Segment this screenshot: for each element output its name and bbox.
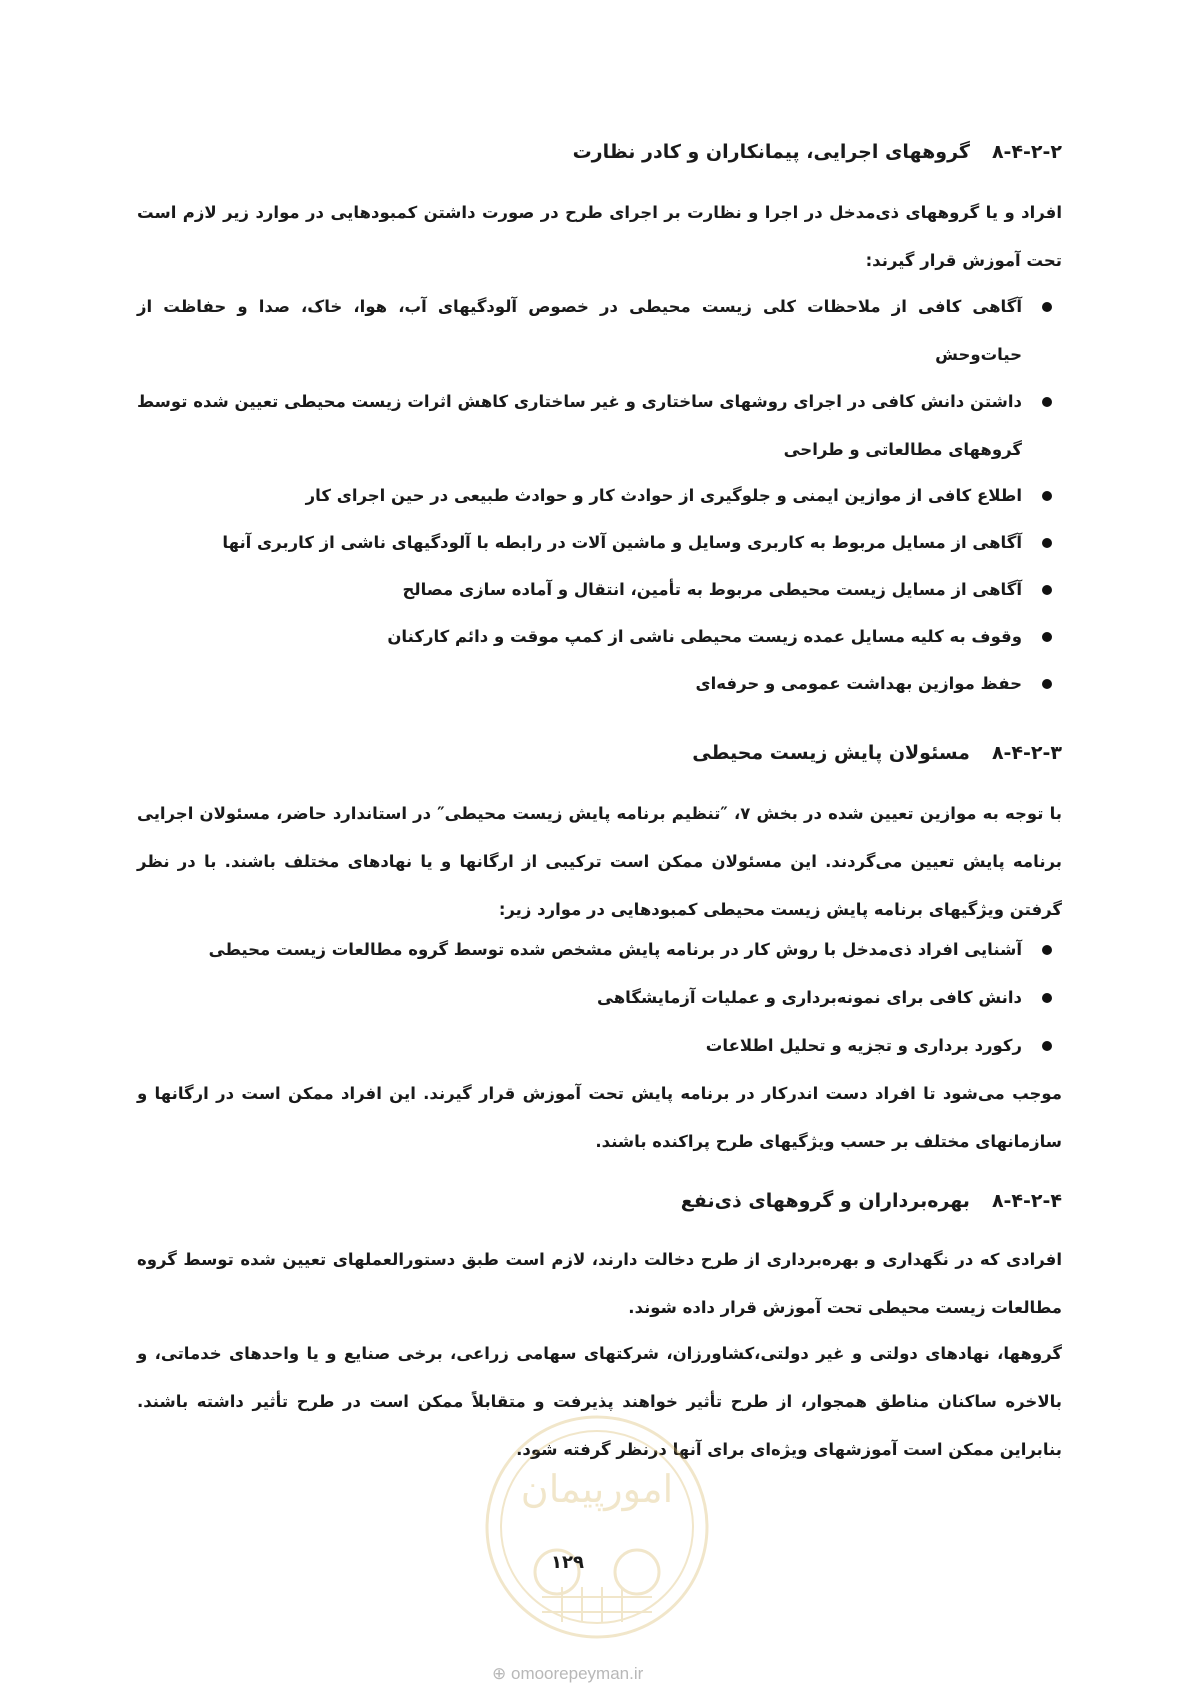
section-paragraph: گروهها، نهادهای دولتی و غیر دولتی،کشاورزان، شرکتهای سهامی زراعی، برخی صنایع و یا واحدهای خدماتی، و بالاخره ساکنان مناطق همجوار، از طرح تأثیر خواهند پذیرفت و متقابلاً ممکن است در طرح تأثیر داشته باشند. بنابراین ممکن است آموزشهای ویژه‌ای برای آنها درنظر گرفته شود.: [137, 1344, 1062, 1459]
bullet-item: [137, 926, 1062, 974]
bullet-icon: [1042, 1041, 1052, 1051]
section-intro: افراد و یا گروههای ذی‌مدخل در اجرا و نظارت بر اجرای طرح در صورت داشتن کمبودهایی در موارد زیر لازم است تحت آموزش قرار گیرند:: [137, 203, 1062, 270]
section-number: ۸-۴-۲-۴: [991, 1190, 1062, 1212]
bullet-text: آگاهی کافی از ملاحظات کلی زیست محیطی در خصوص آلودگیهای آب، هوا، خاک، صدا و حفاظت از حیات‌وحش: [137, 297, 1022, 364]
bullet-text: حفظ موازین بهداشت عمومی و حرفه‌ای: [695, 674, 1022, 693]
bullet-item: [137, 660, 1062, 708]
bullet-item: [137, 566, 1062, 614]
bullet-text: وقوف به کلیه مسایل عمده زیست محیطی ناشی از کمپ موقت و دائم کارکنان: [387, 627, 1022, 646]
bullet-item: [137, 1022, 1062, 1070]
watermark-logo: [482, 1412, 712, 1642]
bullet-icon: [1042, 397, 1052, 407]
bullet-item: [137, 472, 1062, 520]
bullet-icon: [1042, 302, 1052, 312]
bullet-text: آشنایی افراد ذی‌مدخل با روش کار در برنامه پایش مشخص شده توسط گروه مطالعات زیست محیطی: [208, 940, 1022, 959]
bullet-item: [137, 378, 1062, 474]
bullet-item: [137, 519, 1062, 567]
bullet-icon: [1042, 945, 1052, 955]
bullet-item: [137, 613, 1062, 661]
section-title: گروههای اجرایی، پیمانکاران و کادر نظارت: [572, 141, 970, 163]
section-number: ۸-۴-۲-۲: [991, 141, 1062, 163]
section-heading: [681, 1190, 1062, 1212]
bullet-text: رکورد برداری و تجزیه و تحلیل اطلاعات: [705, 1036, 1022, 1055]
watermark-url: [492, 1664, 643, 1684]
section-title: بهره‌برداران و گروههای ذی‌نفع: [680, 1190, 970, 1212]
section-intro: با توجه به موازین تعیین شده در بخش ۷، ″تنظیم برنامه پایش زیست محیطی″ در استاندارد حاضر، مسئولان اجرایی برنامه پایش تعیین می‌گردند. این مسئولان ممکن است ترکیبی از ارگانها و یا نهادهای مختلف باشند. با در نظر گرفتن ویژگیهای برنامه پایش زیست محیطی کمبودهایی در موارد زیر:: [137, 804, 1062, 919]
bullet-text: دانش کافی برای نمونه‌برداری و عملیات آزمایشگاهی: [597, 988, 1022, 1007]
section-heading: [692, 742, 1062, 764]
bullet-item: [137, 283, 1062, 379]
globe-icon: ⊕: [492, 1664, 507, 1683]
section-title: مسئولان پایش زیست محیطی: [692, 742, 970, 764]
section-closing: موجب می‌شود تا افراد دست اندرکار در برنامه پایش تحت آموزش قرار گیرند. این افراد ممکن است در ارگانها و سازمانهای مختلف بر حسب ویژگیهای طرح پراکنده باشند.: [137, 1084, 1062, 1151]
bullet-icon: [1042, 632, 1052, 642]
watermark-logo-text: امورپیمان: [520, 1467, 674, 1511]
bullet-icon: [1042, 993, 1052, 1003]
bullet-icon: [1042, 679, 1052, 689]
section-heading: [573, 141, 1062, 163]
bullet-icon: [1042, 538, 1052, 548]
bullet-text: داشتن دانش کافی در اجرای روشهای ساختاری و غیر ساختاری کاهش اثرات زیست محیطی تعیین شده توسط گروههای مطالعاتی و طراحی: [137, 392, 1022, 459]
bullet-text: اطلاع کافی از موازین ایمنی و جلوگیری از حوادث کار و حوادث طبیعی در حین اجرای کار: [305, 486, 1022, 505]
bullet-text: آگاهی از مسایل زیست محیطی مربوط به تأمین، انتقال و آماده سازی مصالح: [402, 580, 1022, 599]
page-number: ۱۲۹: [551, 1552, 584, 1573]
bullet-text: آگاهی از مسایل مربوط به کاربری وسایل و ماشین آلات در رابطه با آلودگیهای ناشی از کاربری آنها: [222, 533, 1022, 552]
bullet-icon: [1042, 491, 1052, 501]
section-number: ۸-۴-۲-۳: [991, 742, 1062, 764]
section-paragraph: افرادی که در نگهداری و بهره‌برداری از طرح دخالت دارند، لازم است طبق دستورالعملهای تعیین شده توسط گروه مطالعات زیست محیطی تحت آموزش قرار داده شوند.: [137, 1250, 1062, 1317]
bullet-item: [137, 974, 1062, 1022]
bullet-icon: [1042, 585, 1052, 595]
watermark-url-text: omoorepeyman.ir: [510, 1664, 644, 1683]
